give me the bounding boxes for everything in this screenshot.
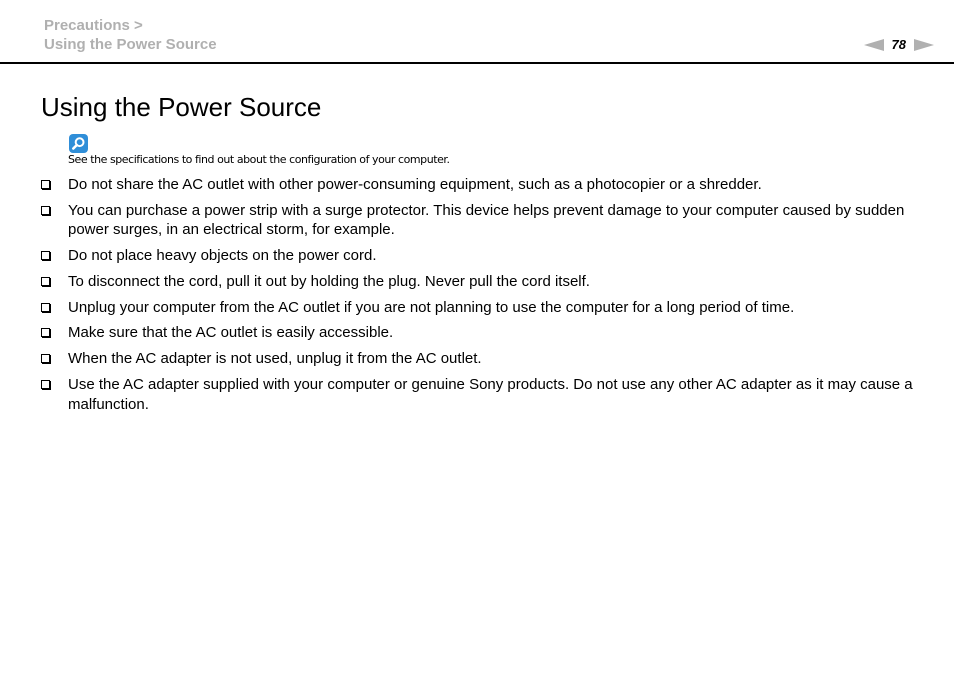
breadcrumb-current: Using the Power Source xyxy=(44,36,217,53)
page-title: Using the Power Source xyxy=(41,92,322,122)
list-item xyxy=(0,246,914,266)
checkbox-bullet-icon xyxy=(41,206,50,215)
header-divider xyxy=(0,62,954,64)
list-item xyxy=(0,201,914,240)
previous-page-icon[interactable] xyxy=(864,39,884,51)
list-item-text: Make sure that the AC outlet is easily accessible. xyxy=(68,324,394,342)
list-item xyxy=(0,175,914,195)
page-navigation xyxy=(864,37,934,53)
checkbox-bullet-icon xyxy=(41,180,50,189)
list-item-text: You can purchase a power strip with a surge protector. This device helps prevent damage to your computer caused by sudden power surges, in an electrical storm, for example. xyxy=(68,201,905,239)
list-item-text: To disconnect the cord, pull it out by holding the plug. Never pull the cord itself. xyxy=(68,272,590,290)
page-header xyxy=(0,0,954,64)
list-item xyxy=(0,323,914,343)
checkbox-bullet-icon xyxy=(41,303,50,312)
checkbox-bullet-icon xyxy=(41,251,50,260)
list-item xyxy=(0,298,914,318)
list-item xyxy=(0,375,914,414)
list-item-text: Unplug your computer from the AC outlet if you are not planning to use the computer for a long period of time. xyxy=(68,298,795,316)
list-item-text: Do not share the AC outlet with other power-consuming equipment, such as a photocopier or a shredder. xyxy=(68,176,762,193)
list-item-text: Use the AC adapter supplied with your computer or genuine Sony products. Do not use any other AC adapter as it may cause a malfunction. xyxy=(68,376,913,413)
list-item xyxy=(0,272,914,292)
magnifier-icon xyxy=(69,134,88,153)
breadcrumb-parent-link[interactable]: Precautions > xyxy=(44,17,143,34)
page-number: 78 xyxy=(891,37,906,52)
breadcrumb xyxy=(44,16,217,54)
list-item-text: Do not place heavy objects on the power cord. xyxy=(68,247,377,265)
next-page-icon[interactable] xyxy=(914,39,934,51)
checkbox-bullet-icon xyxy=(41,277,50,286)
list-item xyxy=(0,349,914,369)
checkbox-bullet-icon xyxy=(41,380,50,389)
list-item-text: When the AC adapter is not used, unplug it from the AC outlet. xyxy=(68,350,482,368)
precautions-list xyxy=(0,175,954,420)
note-text: See the specifications to find out about the configuration of your computer. xyxy=(68,153,450,166)
checkbox-bullet-icon xyxy=(41,354,50,363)
checkbox-bullet-icon xyxy=(41,328,50,337)
